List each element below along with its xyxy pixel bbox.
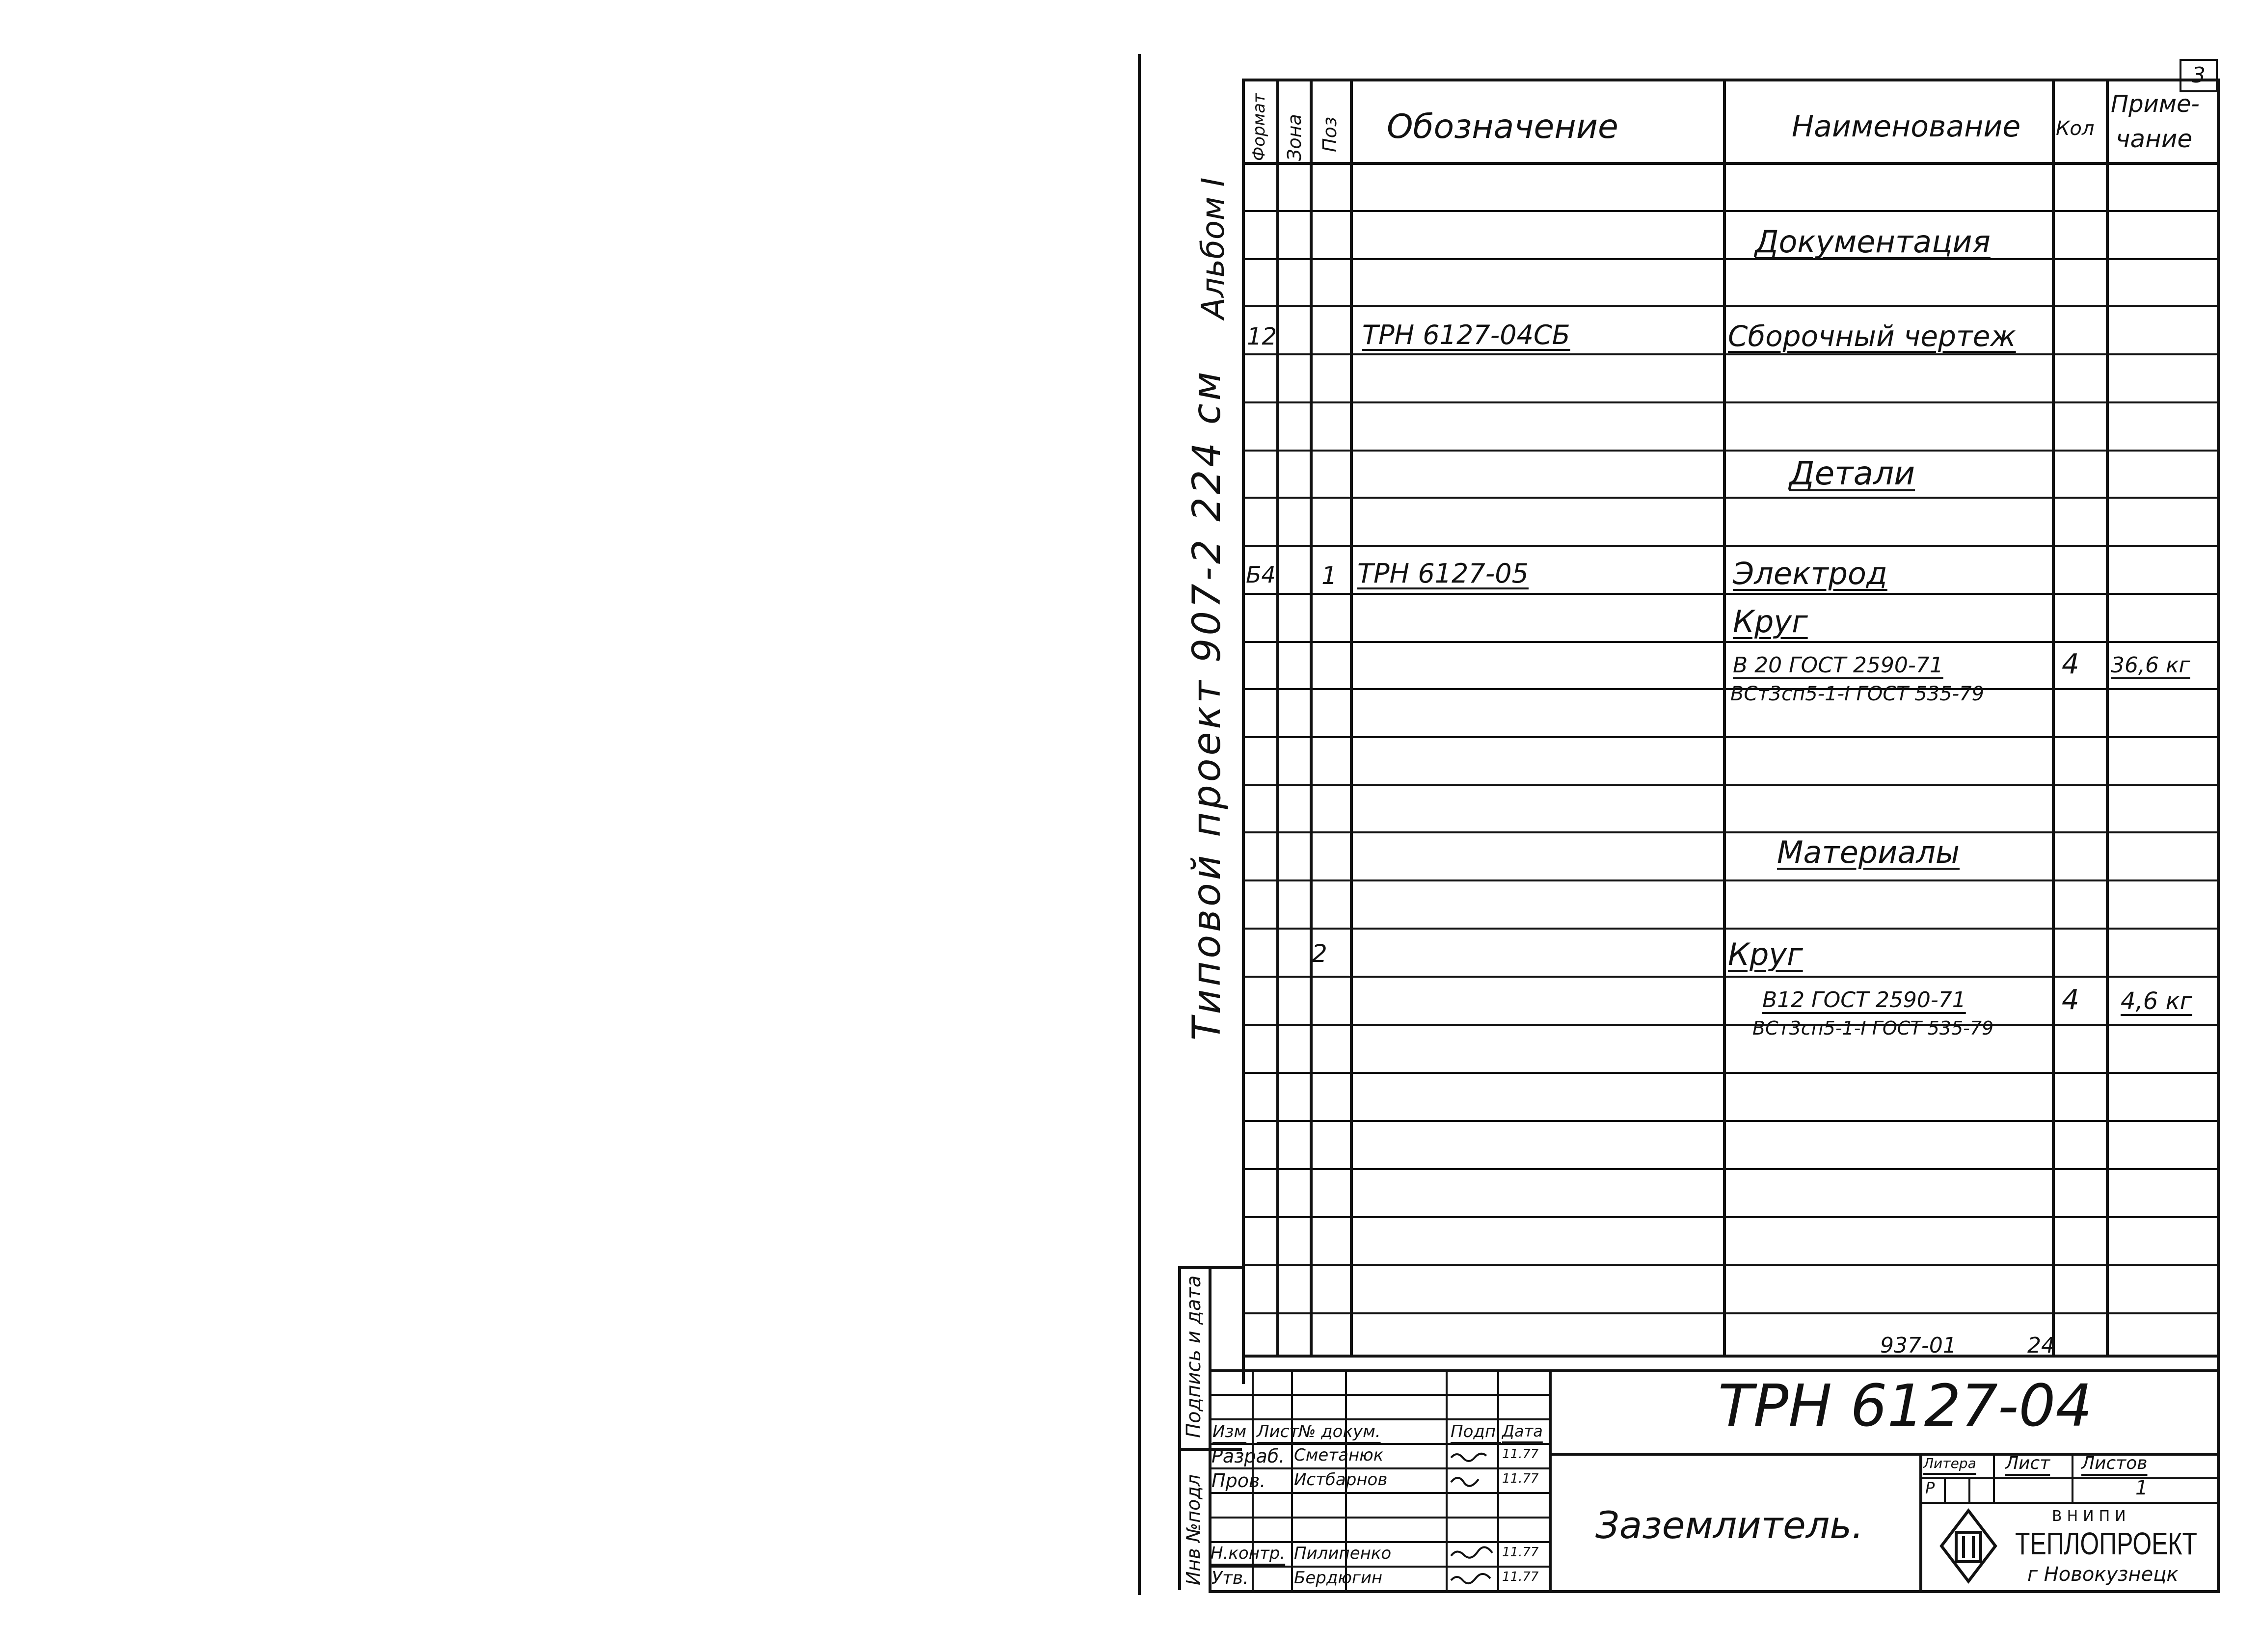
row-line: [1242, 1168, 2219, 1170]
electrode-designation: ТРН 6127-05: [1357, 558, 1529, 589]
album-label: Альбом I: [1195, 177, 1232, 319]
tb-litera-row2: [1919, 1502, 2219, 1504]
copy-no: 24: [2027, 1333, 2055, 1358]
row-line: [1242, 450, 2219, 452]
col-line-format: [1276, 79, 1279, 1355]
project-label: Типовой проект 907-2 224 см: [1185, 369, 1229, 1040]
tb-litera-cell: [1944, 1477, 1946, 1502]
assembly-format: 12: [1247, 323, 1277, 350]
role-checked: Пров.: [1211, 1470, 1266, 1492]
tb-row-line: [1209, 1492, 1549, 1494]
doc-title: Заземлитель.: [1595, 1503, 1864, 1547]
col-sheet-label: Лист: [1257, 1422, 1299, 1441]
tb-col-line: [1446, 1369, 1448, 1590]
header-designation: Обозначение: [1387, 107, 1618, 146]
tb-sheet-col: [1993, 1453, 1995, 1502]
row-line: [1242, 401, 2219, 403]
tb-main-divider: [1549, 1369, 1552, 1590]
name-norm: Пилипенко: [1294, 1544, 1392, 1563]
row-line: [1242, 976, 2219, 978]
header-pos: Поз: [1319, 116, 1341, 152]
org-line1: ВНИПИ: [2052, 1508, 2131, 1525]
electrode-spec-top: В 20 ГОСТ 2590-71: [1733, 653, 1943, 678]
inv-no-label: Инв №подл: [1183, 1474, 1204, 1585]
stamp-left-line: [1178, 1266, 1181, 1590]
page-number-box: 3: [2180, 59, 2218, 92]
role-approved: Утв.: [1211, 1568, 1249, 1588]
tb-col-line: [1291, 1369, 1293, 1590]
assembly-name: Сборочный чертеж: [1728, 320, 2016, 353]
tb-sheets-col: [2072, 1453, 2073, 1502]
date-3: 11.77: [1502, 1545, 1539, 1560]
header-format: Формат: [1249, 93, 1269, 161]
header-note-line1: Приме-: [2111, 90, 2200, 118]
name-developed: Сметанюк: [1294, 1445, 1384, 1465]
sheets-label: Листов: [2081, 1453, 2148, 1473]
electrode-name: Электрод: [1733, 556, 1887, 591]
frame-left: [1242, 79, 1245, 1384]
row-line: [1242, 736, 2219, 738]
tb-row-line: [1209, 1418, 1549, 1420]
material-name: Круг: [1728, 936, 1803, 972]
row-line: [1242, 831, 2219, 833]
role-norm: Н.контр.: [1211, 1544, 1286, 1563]
col-change-label: Изм: [1212, 1422, 1247, 1441]
electrode-material: Круг: [1733, 604, 1808, 639]
tb-row-line: [1209, 1443, 1549, 1445]
row-line: [1242, 353, 2219, 355]
litera-value: Р: [1925, 1479, 1935, 1497]
col-line-pos: [1350, 79, 1353, 1355]
tb-row-line: [1209, 1566, 1549, 1568]
assembly-designation: ТРН 6127-04СБ: [1362, 320, 1570, 350]
col-line-designation: [1723, 79, 1726, 1355]
tb-litera-row: [1919, 1477, 2219, 1479]
binding-line: [1138, 54, 1141, 1595]
row-line: [1242, 593, 2219, 595]
parts-heading: Детали: [1789, 454, 1915, 492]
electrode-pos: 1: [1321, 561, 1337, 590]
row-line: [1242, 258, 2219, 260]
sheet-label: Лист: [2005, 1453, 2050, 1473]
tb-row-line: [1209, 1467, 1549, 1469]
row-line: [1242, 1024, 2219, 1026]
org-name: ТЕПЛОПРОЕКТ: [2015, 1526, 2198, 1561]
col-doc-no-label: № докум.: [1298, 1422, 1381, 1441]
signature-date-label: Подпись и дата: [1183, 1275, 1205, 1438]
documentation-heading: Документация: [1755, 224, 1991, 260]
tb-row-line: [1209, 1541, 1549, 1543]
tb-litera-cell: [1968, 1477, 1970, 1502]
sheets-value: 1: [2135, 1477, 2148, 1499]
row-line: [1242, 1216, 2219, 1218]
table-bottom: [1242, 1355, 2219, 1358]
row-line: [1242, 641, 2219, 643]
tb-row-line: [1209, 1517, 1549, 1519]
signature-marks: [1448, 1443, 1497, 1590]
role-developed: Разраб.: [1211, 1445, 1285, 1467]
col-sign-label: Подп.: [1451, 1422, 1501, 1441]
frame-top: [1242, 79, 2219, 81]
electrode-note: 36,6 кг: [2111, 653, 2190, 678]
header-separator: [1242, 162, 2219, 165]
row-line: [1242, 210, 2219, 212]
row-line: [1242, 1312, 2219, 1314]
materials-heading: Материалы: [1777, 834, 1960, 870]
electrode-qty: 4: [2062, 648, 2079, 680]
row-line: [1242, 1120, 2219, 1122]
org-logo-icon: [1937, 1507, 2000, 1585]
row-line: [1242, 305, 2219, 307]
material-qty: 4: [2062, 984, 2079, 1016]
date-4: 11.77: [1502, 1570, 1539, 1584]
date-1: 11.77: [1502, 1447, 1539, 1462]
row-line: [1242, 497, 2219, 499]
tb-row-line: [1209, 1394, 1549, 1396]
material-spec-bottom: ВСт3сп5-1-I ГОСТ 535-79: [1752, 1017, 1994, 1039]
material-spec-top: В12 ГОСТ 2590-71: [1762, 987, 1966, 1013]
doc-number: ТРН 6127-04: [1718, 1372, 2093, 1439]
title-block-bottom: [1209, 1590, 2220, 1593]
row-line: [1242, 545, 2219, 547]
tb-litera-divider: [1919, 1453, 1922, 1590]
row-line: [1242, 784, 2219, 786]
col-line-zone: [1310, 79, 1313, 1355]
header-zone: Зона: [1284, 114, 1305, 161]
litera-label: Литера: [1923, 1455, 1976, 1471]
name-approved: Бердюгин: [1294, 1568, 1383, 1588]
date-2: 11.77: [1502, 1471, 1539, 1486]
header-name: Наименование: [1792, 109, 2021, 144]
name-checked: Истбарнов: [1294, 1470, 1388, 1490]
header-note-line2: чание: [2116, 125, 2193, 153]
material-note: 4,6 кг: [2121, 987, 2192, 1015]
electrode-spec-bottom: ВСт3сп5-1-I ГОСТ 535-79: [1730, 683, 1985, 705]
org-city: г Новокузнецк: [2027, 1563, 2179, 1586]
tb-col-line: [1497, 1369, 1499, 1590]
col-line-qty: [2106, 79, 2109, 1355]
header-qty: Кол: [2056, 117, 2095, 140]
col-date-label: Дата: [1502, 1422, 1543, 1440]
electrode-format: Б4: [1246, 561, 1276, 588]
copy-ref: 937-01: [1880, 1333, 1957, 1358]
material-pos: 2: [1312, 939, 1327, 968]
col-line-name: [2052, 79, 2055, 1355]
row-line: [1242, 879, 2219, 881]
row-line: [1242, 1072, 2219, 1074]
row-line: [1242, 928, 2219, 930]
stamp-top-line: [1178, 1266, 1242, 1269]
row-line: [1242, 1264, 2219, 1266]
